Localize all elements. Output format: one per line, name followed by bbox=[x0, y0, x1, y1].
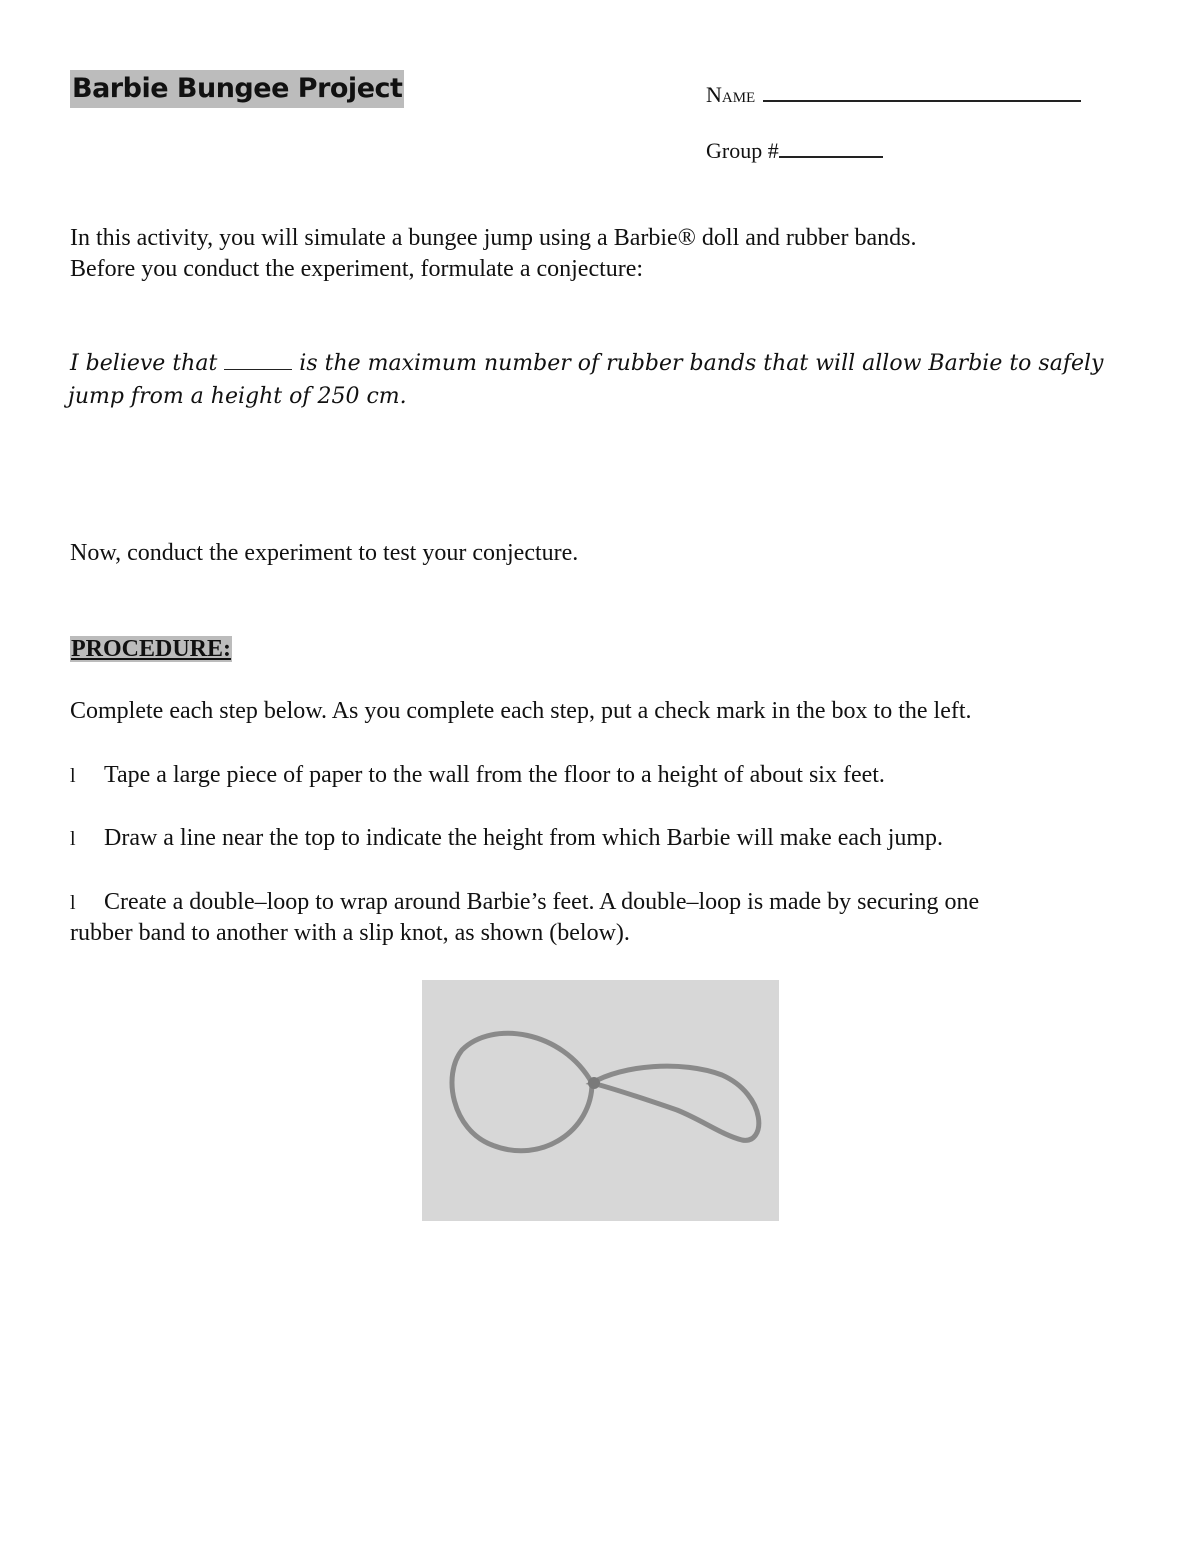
conjecture-part-1: I believe that bbox=[70, 351, 218, 376]
step-3 bbox=[70, 889, 979, 916]
conjecture-line-2: jump from a height of 250 cm. bbox=[68, 384, 407, 409]
group-field[interactable] bbox=[706, 138, 883, 164]
conjecture-part-2: is the maximum number of rubber bands that will allow Barbie to safely bbox=[299, 351, 1104, 376]
conjecture-line-1 bbox=[70, 351, 1103, 376]
intro-line-1: In this activity, you will simulate a bungee jump using a Barbie® doll and rubber bands. bbox=[70, 225, 917, 251]
document-title: Barbie Bungee Project bbox=[70, 70, 404, 108]
checkbox-bullet[interactable]: l bbox=[70, 828, 76, 850]
procedure-heading bbox=[70, 636, 232, 663]
conjecture-blank[interactable] bbox=[224, 369, 292, 370]
group-label: Group # bbox=[706, 138, 779, 163]
step-text: Draw a line near the top to indicate the height from which Barbie will make each jump. bbox=[104, 825, 944, 851]
group-blank[interactable] bbox=[779, 156, 883, 158]
procedure-heading-text: PROCEDURE: bbox=[71, 636, 231, 662]
now-text: Now, conduct the experiment to test your conjecture. bbox=[70, 540, 579, 566]
checkbox-bullet[interactable]: l bbox=[70, 765, 76, 787]
procedure-instruction: Complete each step below. As you complete each step, put a check mark in the box to the left. bbox=[70, 698, 972, 724]
name-label: Name bbox=[706, 82, 756, 107]
step-1 bbox=[70, 762, 885, 789]
rubber-band-double-loop-image bbox=[422, 980, 779, 1221]
checkbox-bullet[interactable]: l bbox=[70, 892, 76, 914]
double-loop-photo bbox=[422, 980, 779, 1221]
step-text: Tape a large piece of paper to the wall from the floor to a height of about six feet. bbox=[104, 762, 885, 788]
step-2 bbox=[70, 825, 943, 852]
step-3-continued: rubber band to another with a slip knot, as shown (below). bbox=[70, 920, 630, 946]
name-field[interactable] bbox=[706, 82, 1081, 108]
intro-line-2: Before you conduct the experiment, formulate a conjecture: bbox=[70, 256, 644, 282]
step-text: Create a double–loop to wrap around Barbie’s feet. A double–loop is made by securing one bbox=[104, 889, 980, 915]
name-blank[interactable] bbox=[763, 100, 1081, 102]
